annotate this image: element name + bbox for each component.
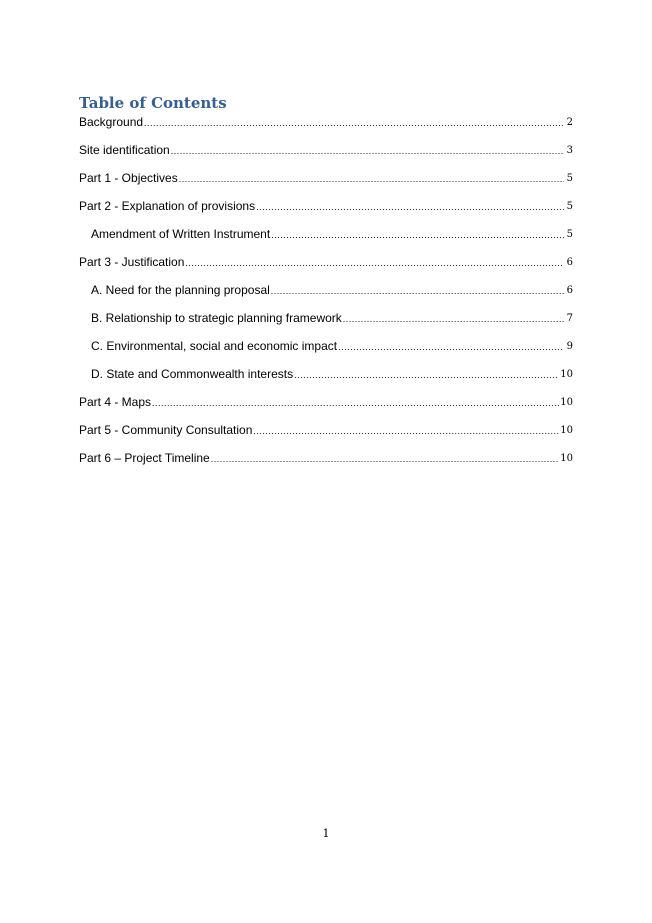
toc-entry-environmental[interactable] xyxy=(91,338,573,354)
toc-entry-label: Part 3 - Justification xyxy=(79,255,185,269)
dot-leader xyxy=(185,257,564,270)
toc-entry-part-3[interactable] xyxy=(79,254,573,270)
toc-entry-page: 5 xyxy=(566,201,573,212)
toc-entry-relationship[interactable] xyxy=(91,310,573,326)
toc-entry-page: 10 xyxy=(560,453,573,464)
dot-leader xyxy=(171,145,564,158)
toc-entry-page: 7 xyxy=(566,313,573,324)
dot-leader xyxy=(179,173,564,186)
toc-entry-label: Part 4 - Maps xyxy=(79,395,152,409)
dot-leader xyxy=(271,285,564,298)
toc-entry-amendment[interactable] xyxy=(91,226,573,242)
dot-leader xyxy=(338,341,564,354)
dot-leader xyxy=(144,117,564,130)
page-number: 1 xyxy=(322,827,330,840)
toc-entry-part-1[interactable] xyxy=(79,170,573,186)
toc-entry-state[interactable] xyxy=(91,366,573,382)
toc-entry-label: Part 1 - Objectives xyxy=(79,171,178,185)
toc-entry-page: 6 xyxy=(566,285,573,296)
toc-entry-label: Amendment of Written Instrument xyxy=(91,227,271,241)
toc-entry-page: 10 xyxy=(560,369,573,380)
toc-entry-part-5[interactable] xyxy=(79,422,573,438)
toc-entry-page: 10 xyxy=(560,425,573,436)
dot-leader xyxy=(253,425,559,438)
toc-entry-page: 2 xyxy=(566,117,573,128)
toc-entry-page: 3 xyxy=(566,145,573,156)
toc-entry-label: Background xyxy=(79,115,144,129)
toc-entry-label: C. Environmental, social and economic impact xyxy=(91,339,338,353)
toc-entry-page: 5 xyxy=(566,229,573,240)
toc-entry-part-4[interactable] xyxy=(79,394,573,410)
toc-entry-label: D. State and Commonwealth interests xyxy=(91,367,294,381)
toc-entry-page: 9 xyxy=(566,341,573,352)
toc-entry-label: Part 6 – Project Timeline xyxy=(79,451,210,465)
toc-entry-background[interactable] xyxy=(79,114,573,130)
toc-entry-label: Part 5 - Community Consultation xyxy=(79,423,253,437)
toc-title: Table of Contents xyxy=(79,94,227,112)
dot-leader xyxy=(343,313,564,326)
toc-entry-site-identification[interactable] xyxy=(79,142,573,158)
dot-leader xyxy=(256,201,564,214)
toc-entry-need[interactable] xyxy=(91,282,573,298)
toc-entry-label: B. Relationship to strategic planning framework xyxy=(91,311,342,325)
toc-entry-label: Site identification xyxy=(79,143,170,157)
toc-entry-page: 10 xyxy=(560,397,573,408)
dot-leader xyxy=(294,369,559,382)
toc-entry-page: 6 xyxy=(566,257,573,268)
dot-leader xyxy=(211,453,560,466)
toc-entry-part-6[interactable] xyxy=(79,450,573,466)
toc-entry-label: A. Need for the planning proposal xyxy=(91,283,270,297)
dot-leader xyxy=(152,397,559,410)
toc-entry-label: Part 2 - Explanation of provisions xyxy=(79,199,256,213)
dot-leader xyxy=(271,229,564,242)
toc-entry-part-2[interactable] xyxy=(79,198,573,214)
toc-entry-page: 5 xyxy=(566,173,573,184)
